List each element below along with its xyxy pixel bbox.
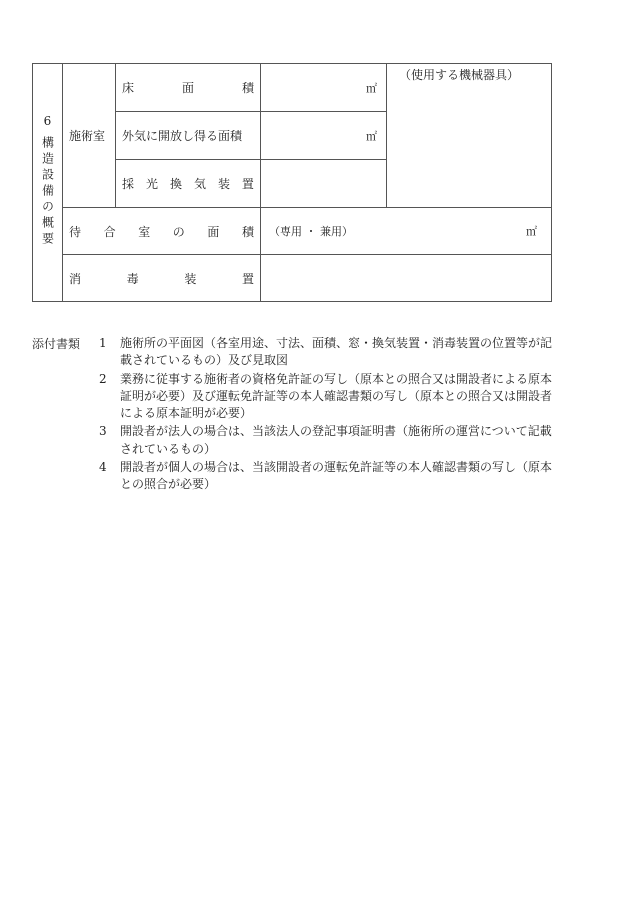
equipment-input[interactable]: [387, 64, 552, 208]
attachment-text: 開設者が法人の場合は、当該法人の登記事項証明書（施術所の運営について記載されているもの）: [120, 424, 552, 456]
waiting-room-label-cell: [63, 208, 261, 255]
attachment-text: 業務に従事する施術者の資格免許証の写し（原本との照合又は開設者による原本証明が必要）及び運転免許証等の本人確認書類の写し（原本との照合又は開設者による原本証明が必要）: [120, 371, 553, 421]
label-char: 採: [122, 177, 135, 191]
floor-area-label: [116, 79, 260, 96]
floor-area-label-cell: [116, 64, 261, 112]
lighting-ventilation-input[interactable]: [261, 160, 387, 208]
section-header-cell: [33, 64, 63, 302]
label-char: 置: [241, 271, 254, 286]
lighting-ventilation-label: [116, 175, 260, 192]
label-char: 室: [138, 224, 151, 239]
floor-area-unit: ㎡: [366, 81, 377, 95]
label-char: 待: [69, 224, 82, 239]
label-char: 装: [184, 271, 197, 286]
disinfection-label-cell: [63, 255, 261, 302]
open-air-area-unit: ㎡: [366, 129, 377, 143]
label-char: 装: [217, 177, 230, 191]
disinfection-input[interactable]: [261, 255, 552, 302]
disinfection-label: [63, 270, 260, 287]
label-char: 消: [69, 271, 82, 286]
attachments-heading: 添付書類: [32, 337, 81, 351]
section-number: 6: [43, 114, 52, 128]
label-char: 合: [103, 224, 116, 239]
label-char: 光: [145, 177, 158, 191]
attachment-item: [99, 423, 554, 458]
attachment-number: 2: [99, 371, 107, 386]
attachment-item: [99, 371, 554, 423]
attachments-list: [99, 335, 554, 495]
label-char: 床: [122, 81, 135, 95]
label-char: 換: [169, 177, 182, 191]
attachment-item: [99, 459, 554, 494]
open-air-area-label: 外気に開放し得る面積: [116, 112, 261, 160]
label-char: 積: [241, 81, 254, 95]
attachment-number: 1: [99, 336, 107, 350]
attachment-text: 開設者が個人の場合は、当該開設者の運転免許証等の本人確認書類の写し（原本との照合が必要）: [120, 460, 553, 492]
waiting-room-label: [63, 223, 260, 240]
attachment-number: 3: [99, 424, 107, 439]
attachment-item: [99, 335, 554, 370]
attachment-text: 施術所の平面図（各室用途、寸法、面積、窓・換気装置・消毒装置の位置等が記載されているもの）及び見取図: [120, 336, 553, 368]
label-char: の: [172, 224, 185, 239]
label-char: 気: [193, 177, 206, 191]
waiting-room-input[interactable]: [261, 208, 552, 255]
waiting-room-unit: ㎡: [526, 225, 537, 238]
structure-equipment-table: [32, 63, 552, 302]
waiting-room-options: （専用 ・ 兼用）: [269, 225, 353, 238]
label-char: 置: [241, 177, 254, 191]
label-char: 積: [241, 224, 254, 239]
treatment-room-label: 施術室: [63, 64, 116, 208]
open-air-area-input[interactable]: [261, 112, 387, 160]
label-char: 毒: [126, 271, 139, 286]
lighting-ventilation-label-cell: [116, 160, 261, 208]
section-title: 構造設備の概要: [40, 136, 55, 248]
equipment-label: （使用する機械器具）: [399, 68, 520, 82]
label-char: 面: [181, 81, 194, 95]
label-char: 面: [207, 224, 220, 239]
attachment-number: 4: [99, 460, 107, 475]
floor-area-input[interactable]: [261, 64, 387, 112]
